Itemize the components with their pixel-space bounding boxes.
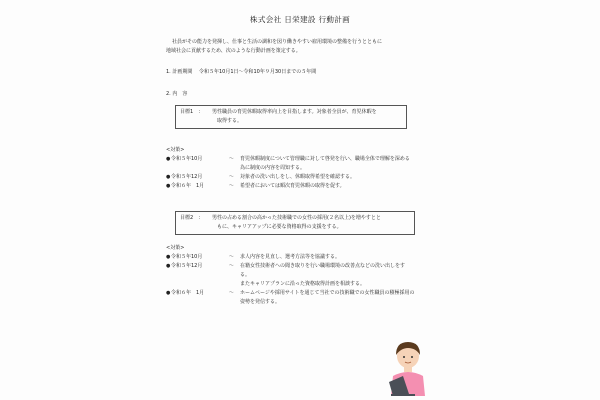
goal-1-box bbox=[175, 105, 407, 129]
measure-item bbox=[166, 289, 415, 298]
measure-date: 令和６年 1月 bbox=[171, 183, 205, 189]
measure-text: 求人内容を見直し、選考方法等を協議する。 bbox=[240, 254, 341, 260]
section-contents-heading: 2. 内 容 bbox=[166, 91, 188, 97]
page-title: 株式会社 日栄建設 行動計画 bbox=[249, 15, 351, 24]
measure-text: 対象者の洗い出しをし、休暇取得希望を確認する。 bbox=[240, 174, 356, 180]
measure-text-continued: 為に制度の内容を周知する。 bbox=[240, 165, 306, 171]
plan-period: 1. 計画期間 令和５年10月1日～令和10年９月30日までの５年間 bbox=[166, 69, 317, 75]
intro-line-1: 社員がその能力を発揮し、仕事と生活の調和を図り働きやすい雇用環境の整備を行うとともに bbox=[172, 39, 383, 45]
illustration-eye-right bbox=[411, 356, 413, 358]
measure-date: 令和５年12月 bbox=[171, 263, 203, 269]
bullet-icon: ● bbox=[166, 174, 171, 180]
bullet-icon: ● bbox=[166, 183, 171, 189]
goal-2-box bbox=[175, 211, 415, 235]
measure-tilde: ～ bbox=[229, 290, 235, 296]
measure-text: 希望者においては順次育児休暇の取得を促す。 bbox=[240, 183, 345, 189]
goal-2-label: 目標2 ： bbox=[180, 215, 204, 221]
bullet-icon: ● bbox=[166, 156, 171, 162]
intro-line-2: 地域社会に貢献するため、次のような行動計画を策定する。 bbox=[166, 48, 301, 54]
measures-1-heading: <対策> bbox=[166, 147, 185, 153]
illustration-eye-left bbox=[403, 356, 405, 358]
measures-2 bbox=[166, 244, 415, 307]
bullet-icon: ● bbox=[166, 290, 171, 296]
goal-2-text-line-1: 男性の占める割合の高かった技術職での女性の採用(２名以上)を増やすとと bbox=[212, 215, 381, 221]
measure-text-continued: 姿勢を発信する。 bbox=[240, 299, 281, 305]
bullet-icon: ● bbox=[166, 254, 171, 260]
measure-text-continued: る。 bbox=[240, 272, 251, 278]
measure-text: 在籍女性技術者への聞き取りを行い職場環境の改善点などの洗い出しをす bbox=[240, 263, 406, 269]
intro-paragraph bbox=[166, 38, 466, 56]
measure-item bbox=[166, 182, 410, 191]
measure-text-continued: またキャリアプランに沿った資格取得計画を相談する。 bbox=[240, 281, 366, 287]
measure-tilde: ～ bbox=[229, 174, 235, 180]
measures-2-heading: <対策> bbox=[166, 245, 185, 251]
measure-tilde: ～ bbox=[229, 254, 235, 260]
person-at-laptop-icon bbox=[383, 336, 433, 396]
measure-date: 令和６年 1月 bbox=[171, 290, 205, 296]
measure-text: ホームページや採用サイトを通じて当社での技術職での女性職員の積極採用の bbox=[240, 290, 415, 296]
measure-item bbox=[166, 173, 410, 182]
measure-tilde: ～ bbox=[229, 263, 235, 269]
measure-date: 令和５年12月 bbox=[171, 174, 203, 180]
measure-tilde: ～ bbox=[229, 156, 235, 162]
measure-tilde: ～ bbox=[229, 183, 235, 189]
goal-2-text-line-2: もに、キャリアアップに必要な資格取得の支援をする。 bbox=[217, 224, 342, 230]
measure-date: 令和５年10月 bbox=[171, 156, 203, 162]
measure-item bbox=[166, 155, 410, 164]
goal-1-label: 目標1 ： bbox=[180, 109, 204, 115]
measure-item bbox=[166, 253, 415, 262]
goal-1-text-line-2: 取得する。 bbox=[217, 118, 243, 124]
bullet-icon: ● bbox=[166, 263, 171, 269]
measure-date: 令和５年10月 bbox=[171, 254, 203, 260]
measure-text: 育児休暇制度について管理職に対して啓発を行い、職場全体で理解を深める bbox=[240, 156, 410, 162]
illustration-laptop-base bbox=[391, 394, 415, 396]
measures-1 bbox=[166, 146, 410, 191]
measure-item bbox=[166, 262, 415, 271]
goal-1-text-line-1: 男性職員の育児休暇取得率向上を目指します。対象者全員が、育児休暇を bbox=[212, 109, 377, 115]
